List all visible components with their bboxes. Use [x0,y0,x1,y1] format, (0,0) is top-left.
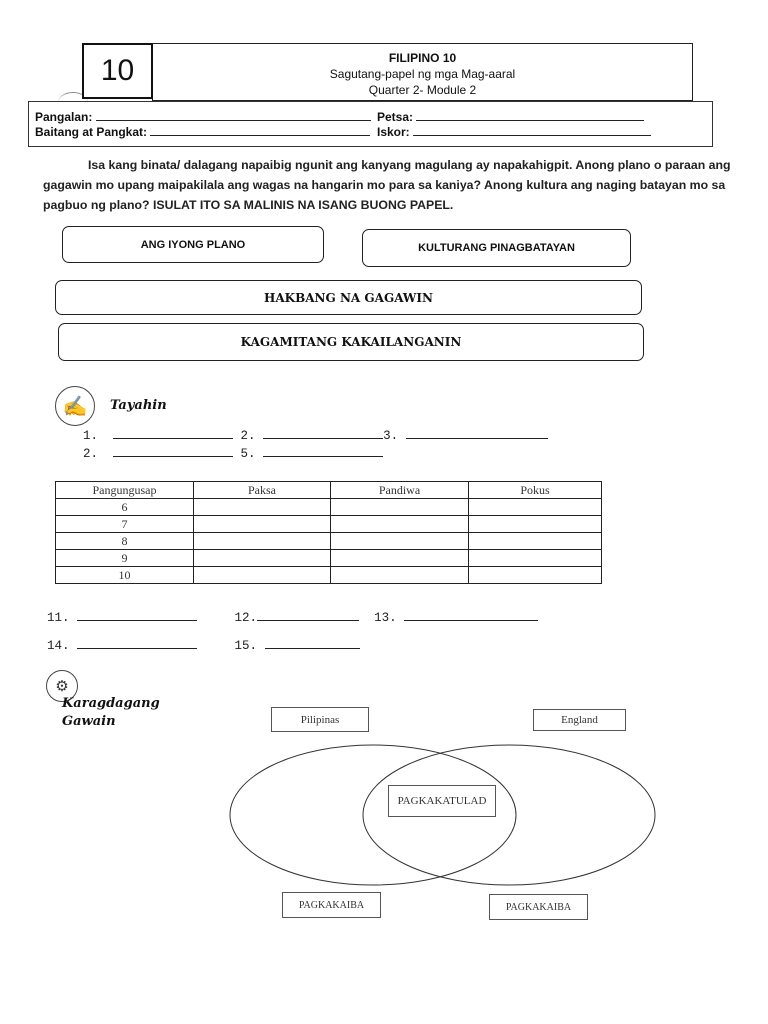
name-label: Pangalan: [35,110,93,124]
row-number: 6 [56,499,194,516]
venn-right-label: England [533,709,626,731]
grade-label: Baitang at Pangkat: [35,125,148,139]
item-label: 15. [234,639,258,653]
gears-icon: ⚙ [46,670,78,702]
date-label: Petsa: [377,110,414,124]
column-header: Pangungusap [56,482,194,499]
item-label: 3. [383,429,399,443]
row-number: 9 [56,550,194,567]
row-number: 10 [56,567,194,584]
row-number: 7 [56,516,194,533]
writing-hand-icon: ✍ [55,386,95,426]
module-number: 10 [100,54,135,87]
item-label: 2. [83,447,99,461]
title-line: Gawain [62,714,116,729]
item-label: 1. [83,429,99,443]
venn-center-label: PAGKAKATULAD [388,785,496,817]
row-number: 8 [56,533,194,550]
venn-right-bottom-label: PAGKAKAIBA [489,894,588,920]
plan-label: ANG IYONG PLANO [140,238,246,251]
item-label: 14. [47,639,70,653]
subject-title: FILIPINO 10 [388,51,457,65]
title-line: Karagdagang [62,696,160,711]
tayahin-title: Tayahin [110,398,167,413]
materials-label: KAGAMITANG KAKAILANGANIN [240,335,462,349]
item-label: 2. [240,429,256,443]
module-number-box [82,43,153,99]
steps-label: HAKBANG NA GAGAWIN [264,290,433,305]
item-label: 11. [47,611,70,625]
worksheet-subtitle: Sagutang-papel ng mga Mag-aaral [329,67,516,81]
item-label: 12. [234,611,258,625]
venn-left-bottom-label: PAGKAKAIBA [282,892,381,918]
column-header: Paksa [194,482,331,499]
column-header: Pandiwa [331,482,469,499]
column-header: Pokus [469,482,602,499]
culture-label: KULTURANG PINAGBATAYAN [418,242,575,254]
venn-left-label: Pilipinas [271,707,369,732]
item-label: 13. [374,611,397,625]
module-label: Quarter 2- Module 2 [368,83,477,97]
score-label: Iskor: [377,125,410,139]
instructions-text: Isa kang binata/ dalagang napaibig ngunit ang kanyang magulang ay napakahigpit. Anong plano o paraan ang gagawin mo upang maipakilala ang wagas na hangarin mo para sa kaniya? Anong kultura ang naging batayan mo sa pagbuo ng plano? ISULAT ITO SA MALINIS NA ISANG BUONG PAPEL. [43,158,731,212]
item-label: 5. [240,447,256,461]
